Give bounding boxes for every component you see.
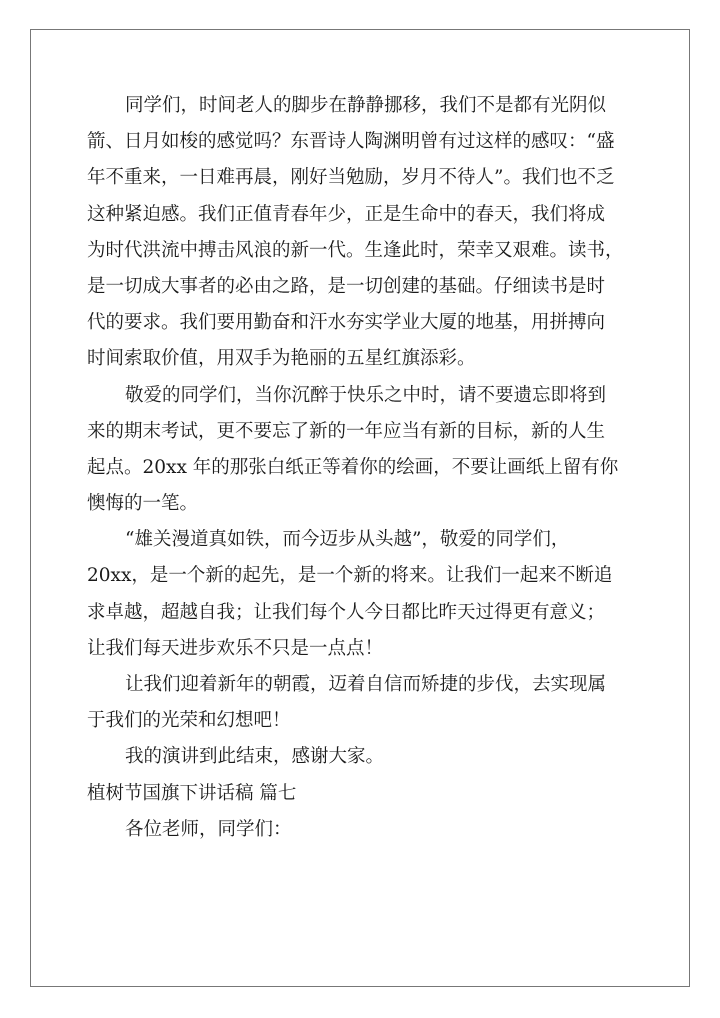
text-line: 敬爱的同学们，当你沉醉于快乐之中时，请不要遗忘即将到 bbox=[125, 384, 607, 406]
paragraph-new-year bbox=[87, 667, 647, 739]
text-line: 让我们迎着新年的朝霞，迈着自信而矫捷的步伐，去实现属 bbox=[125, 674, 607, 695]
text-line: 是一切成大事者的必由之路，是一切创建的基础。仔细读书是时 bbox=[87, 275, 606, 297]
text-line: 年不重来，一日难再晨，刚好当勉励，岁月不待人”。我们也不乏 bbox=[87, 167, 615, 189]
text-line: 于我们的光荣和幻想吧！ bbox=[87, 710, 291, 732]
text-line: 为时代洪流中搏击风浪的新一代。生逢此时，荣幸又艰难。读书， bbox=[87, 239, 624, 261]
section-heading bbox=[87, 776, 647, 812]
text-line: “雄关漫道真如铁，而今迈步从头越”，敬爱的同学们， bbox=[125, 529, 570, 551]
paragraph-opening bbox=[87, 88, 647, 378]
paragraph-closing bbox=[87, 739, 647, 775]
text-line: 箭、日月如梭的感觉吗？东晋诗人陶渊明曾有过这样的感叹：“盛 bbox=[87, 131, 615, 153]
text-line: 求卓越，超越自我；让我们每个人今日都比昨天过得更有意义； bbox=[87, 601, 606, 623]
text-line: 同学们，时间老人的脚步在静静挪移，我们不是都有光阴似 bbox=[125, 95, 607, 116]
text-line: 各位老师，同学们： bbox=[125, 818, 292, 840]
section-title: 植树节国旗下讲话稿 篇七 bbox=[87, 782, 297, 804]
text-line: 起点。20xx 年的那张白纸正等着你的绘画，不要让画纸上留有你 bbox=[87, 456, 619, 478]
text-line: 时间索取价值，用双手为艳丽的五星红旗添彩。 bbox=[87, 348, 476, 370]
text-line: 代的要求。我们要用勤奋和汗水夯实学业大厦的地基，用拼搏向 bbox=[87, 312, 606, 334]
text-line: 这种紧迫感。我们正值青春年少，正是生命中的春天，我们将成 bbox=[87, 203, 606, 225]
document-body bbox=[87, 88, 647, 848]
text-line: 让我们每天进步欢乐不只是一点点！ bbox=[87, 637, 384, 659]
paragraph-salutation bbox=[87, 812, 647, 848]
text-line: 懊悔的一笔。 bbox=[87, 493, 199, 515]
text-line: 我的演讲到此结束，感谢大家。 bbox=[125, 746, 385, 768]
paragraph-quote bbox=[87, 522, 647, 667]
paragraph-exam bbox=[87, 378, 647, 523]
text-line: 来的期末考试，更不要忘了新的一年应当有新的目标，新的人生 bbox=[87, 420, 606, 442]
text-line: 20xx，是一个新的起先，是一个新的将来。让我们一起来不断追 bbox=[87, 565, 613, 587]
